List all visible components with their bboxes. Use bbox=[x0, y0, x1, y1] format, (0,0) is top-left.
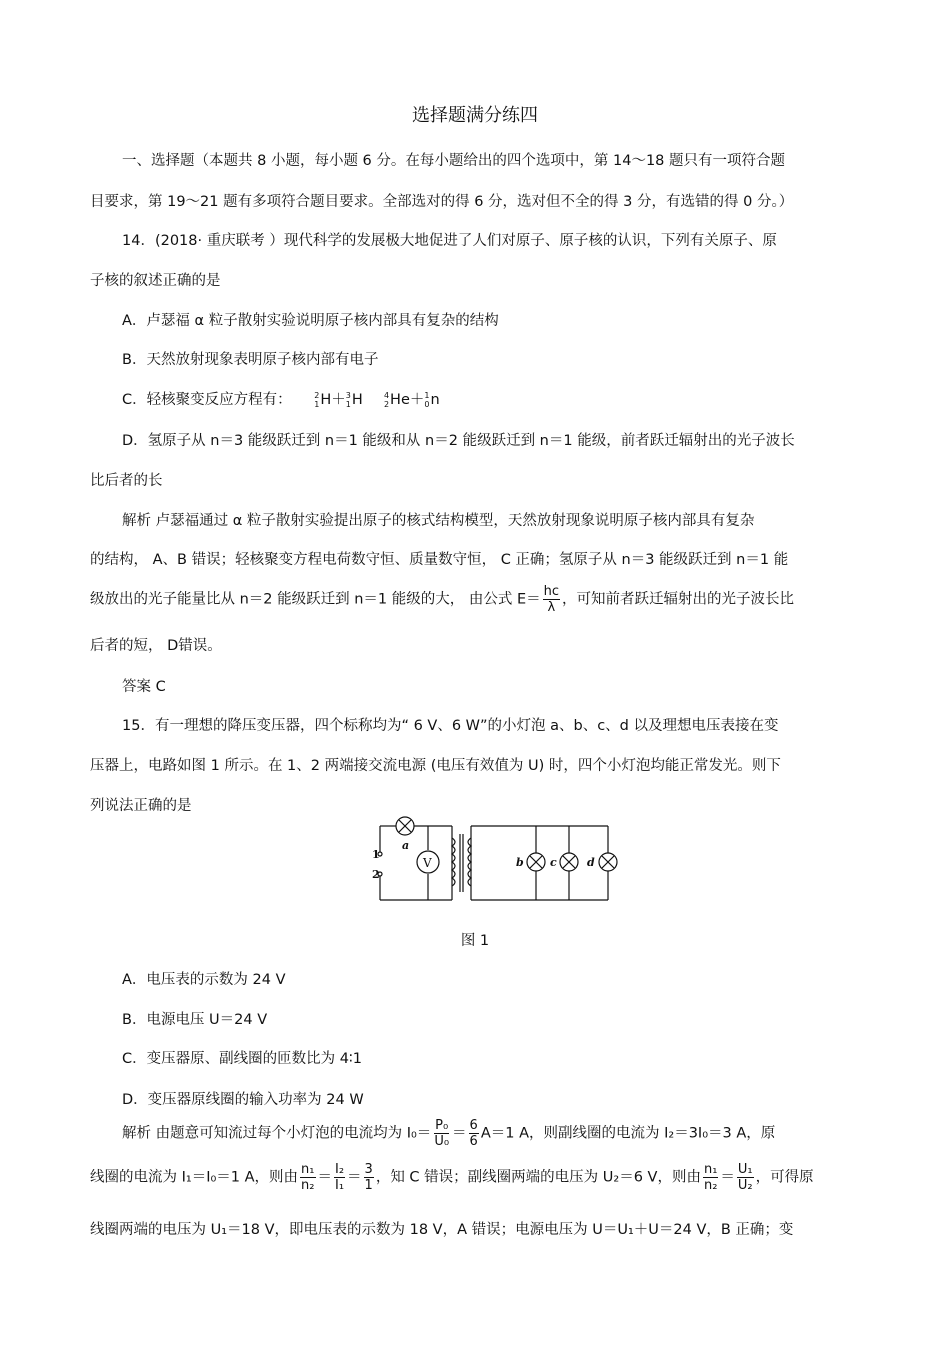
q15-solution-2-c: ，可得原 bbox=[755, 1169, 814, 1186]
q14-stem-1: 14．(2018· 重庆联考 ）现代科学的发展极大地促进了人们对原子、原子核的认识，下列有关原子、原 bbox=[122, 233, 777, 249]
lamp-c-label: c bbox=[550, 856, 557, 869]
q14-solution-2: 的结构， A、B 错误；轻核聚变方程电荷数守恒、质量数守恒， C 正确；氢原子从 n＝3 能级跃迁到 n＝1 能 bbox=[90, 552, 789, 568]
q15-solution-3: 线圈两端的电压为 U₁＝18 V，即电压表的示数为 18 V，A 错误；电源电压为 U＝U₁＋U＝24 V，B 正确；变 bbox=[90, 1222, 794, 1238]
terminal-1-label: 1 bbox=[372, 848, 380, 861]
q14-stem-2: 子核的叙述正确的是 bbox=[90, 273, 221, 289]
intro-line-1: 一、选择题（本题共 8 小题，每小题 6 分。在每小题给出的四个选项中，第 14～18 题只有一项符合题 bbox=[122, 153, 786, 169]
q15-solution-1-a: 解析 由题意可知流过每个小灯泡的电流均为 I₀＝ bbox=[122, 1125, 432, 1142]
q14-option-c bbox=[122, 390, 440, 410]
q15-solution-1: 解析 由题意可知流过每个小灯泡的电流均为 I₀＝ $\frac{\text{P₀}}{\text{U₀}}$ ＝ $\frac{6}{6}$ A＝1 A，则副线圈的电流为 I₂＝3I₀＝3 A，原 bbox=[122, 1118, 776, 1149]
lamp-c-icon bbox=[560, 853, 578, 871]
q14-option-a: A．卢瑟福 α 粒子散射实验说明原子核内部具有复杂的结构 bbox=[122, 313, 499, 329]
photon-energy-fraction: $\frac{hc}{\lambda}$ bbox=[543, 584, 560, 615]
q15-solution-2: 线圈的电流为 I₁＝I₀＝1 A，则由 $\frac{\text{n₁}}{\text{n₂}}$ ＝ $\frac{\text{I₂}}{\text{I₁}}$ ＝ $\frac{3}{1}$ ，知 C 错误；副线圈两端的电压为 U₂＝6 V，则由 $\frac{\text{n₁}}{\text{n₂}}$ ＝ $\frac{\text{U₁}}{\text{U₂}}$ ，可得原 bbox=[90, 1162, 814, 1193]
q15-solution-2-a: 线圈的电流为 I₁＝I₀＝1 A，则由 bbox=[90, 1169, 299, 1186]
q15-option-a: A．电压表的示数为 24 V bbox=[122, 972, 286, 988]
q14-solution-3 bbox=[90, 584, 794, 615]
transformer-circuit-diagram bbox=[372, 812, 622, 904]
intro-line-2: 目要求，第 19～21 题有多项符合题目要求。全部选对的得 6 分，选对但不全的得 3 分，有选错的得 0 分。） bbox=[90, 194, 794, 210]
fraction-n1-n2: $\frac{\text{n₁}}{\text{n₂}}$ bbox=[301, 1162, 315, 1193]
q14-option-d-1: D．氢原子从 n＝3 能级跃迁到 n＝1 能级和从 n＝2 能级跃迁到 n＝1 能级，前者跃迁辐射出的光子波长 bbox=[122, 433, 795, 449]
voltmeter-icon bbox=[417, 851, 439, 873]
q15-stem-2: 压器上，电路如图 1 所示。在 1、2 两端接交流电源 (电压有效值为 U) 时，四个小灯泡均能正常发光。则下 bbox=[90, 758, 781, 774]
q15-option-c: C．变压器原、副线圈的匝数比为 4∶1 bbox=[122, 1051, 362, 1067]
fraction-p0-u0: $\frac{\text{P₀}}{\text{U₀}}$ bbox=[434, 1118, 450, 1149]
lamp-d-icon bbox=[599, 853, 617, 871]
q14-solution-3-b: ，可知前者跃迁辐射出的光子波长比 bbox=[562, 591, 795, 608]
q15-option-b: B．电源电压 U＝24 V bbox=[122, 1012, 268, 1028]
figure-caption: 图 1 bbox=[460, 933, 490, 949]
q14-solution-3-a: 级放出的光子能量比从 n＝2 能级跃迁到 n＝1 能级的大， 由公式 E＝ bbox=[90, 591, 541, 608]
q14-solution-4: 后者的短， D错误。 bbox=[90, 638, 222, 654]
q14-solution-1: 解析 卢瑟福通过 α 粒子散射实验提出原子的核式结构模型，天然放射现象说明原子核内部具有复杂 bbox=[122, 513, 755, 529]
q15-solution-1-b: A＝1 A，则副线圈的电流为 I₂＝3I₀＝3 A，原 bbox=[480, 1125, 776, 1142]
terminal-2-label: 2 bbox=[372, 868, 380, 881]
q15-solution-2-b: ，知 C 错误；副线圈两端的电压为 U₂＝6 V，则由 bbox=[375, 1169, 701, 1186]
fraction-3-1: $\frac{3}{1}$ bbox=[364, 1162, 373, 1193]
q14-option-c-prefix: C．轻核聚变反应方程有： bbox=[122, 392, 292, 408]
lamp-a-icon bbox=[396, 817, 414, 835]
q14-option-b: B．天然放射现象表明原子核内部有电子 bbox=[122, 352, 379, 368]
q14-answer: 答案 C bbox=[122, 679, 166, 695]
fraction-u1-u2: $\frac{\text{U₁}}{\text{U₂}}$ bbox=[737, 1162, 753, 1193]
primary-coil bbox=[452, 838, 455, 886]
lamp-a-label: a bbox=[402, 839, 410, 852]
fraction-6-6: $\frac{6}{6}$ bbox=[469, 1118, 478, 1149]
q15-stem-3: 列说法正确的是 bbox=[90, 798, 192, 814]
fraction-i2-i1: $\frac{\text{I₂}}{\text{I₁}}$ bbox=[335, 1162, 345, 1193]
q15-option-d: D．变压器原线圈的输入功率为 24 W bbox=[122, 1092, 364, 1108]
page-title: 选择题满分练四 bbox=[412, 105, 538, 126]
fusion-equation: 2 1 H＋ 3 1 H 4 2 He＋ 1 0 n bbox=[314, 391, 440, 409]
lamp-d-label: d bbox=[587, 856, 595, 869]
q15-stem-1: 15．有一理想的降压变压器，四个标称均为“ 6 V、6 W”的小灯泡 a、b、c、d 以及理想电压表接在变 bbox=[122, 718, 779, 734]
q14-option-d-2: 比后者的长 bbox=[90, 473, 163, 489]
lamp-b-label: b bbox=[516, 856, 524, 869]
lamp-b-icon bbox=[527, 853, 545, 871]
voltmeter-label: V bbox=[423, 856, 432, 870]
fraction-n1-n2-b: $\frac{\text{n₁}}{\text{n₂}}$ bbox=[703, 1162, 718, 1193]
